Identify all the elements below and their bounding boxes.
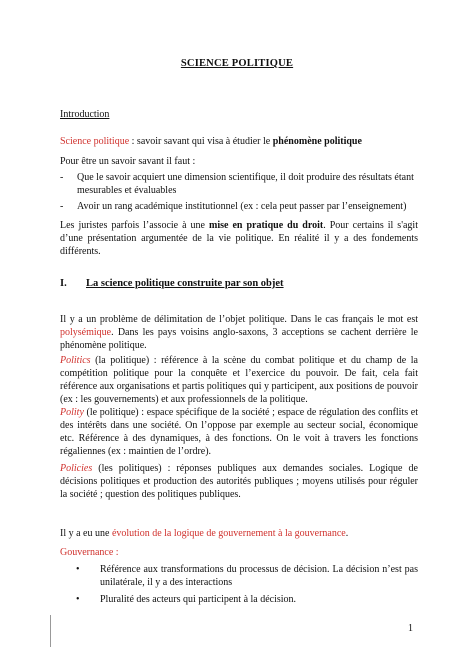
page-number: 1 xyxy=(408,623,413,634)
polity-text: (le politique) : espace spécifique de la société ; espace de régulation des conflits et des intérêts dans une société. On l’oppose par exemple au secteur social, économique etc. Référence à des dynamiques, à des fonctions. On le voit à travers les fonctions régaliennes (ex : maintien de l’ordre). xyxy=(60,407,418,457)
bullet-marker: • xyxy=(76,564,80,575)
jurists-paragraph xyxy=(60,219,418,258)
section-heading xyxy=(60,278,284,289)
requirements-intro: Pour être un savoir savant il faut : xyxy=(60,156,196,167)
term-science-politique: Science politique xyxy=(60,136,130,147)
definition-text: : savoir savant qui visa à étudier le xyxy=(129,136,273,147)
polity-paragraph xyxy=(60,406,418,458)
delimitation-text-before: Il y a un problème de délimitation de l’objet politique. Dans le cas français le mot est xyxy=(60,314,418,325)
term-politics: Politics xyxy=(60,355,91,366)
delimitation-paragraph xyxy=(60,313,418,352)
evolution-highlight: évolution de la logique de gouvernement à la gouvernance xyxy=(111,528,346,539)
definition-paragraph xyxy=(60,135,418,148)
policies-paragraph xyxy=(60,462,418,501)
jurists-bold: mise en pratique du droit xyxy=(209,220,324,231)
dash-marker: - xyxy=(60,201,64,212)
bullet-marker: • xyxy=(76,594,80,605)
polysemique-term: polysémique xyxy=(60,327,112,338)
evolution-text-after: . xyxy=(345,528,349,539)
policies-text: (les politiques) : réponses publiques aux demandes sociales. Logique de décisions politiques et production des autorités publiques ; moyens utilisés pour réguler la société ; question des politiques publiques. xyxy=(60,463,418,500)
definition-bold: phénomène politique xyxy=(272,136,362,147)
section-number: I. xyxy=(60,278,67,289)
gouvernance-label: Gouvernance : xyxy=(60,547,119,558)
bullet-item-text: Référence aux transformations du processus de décision. La décision n’est pas unilatérale, il y a des interactions xyxy=(100,564,418,588)
introduction-heading: Introduction xyxy=(60,109,110,120)
page-title: SCIENCE POLITIQUE xyxy=(180,58,294,69)
dash-item-text: Avoir un rang académique institutionnel (ex : cela peut passer par l’enseignement) xyxy=(77,201,407,212)
politics-text: (la politique) : référence à la scène du combat politique et du champ de la compétition politique pour la conquête et l’exercice du pouvoir. De fait, cela fait référence aux organisations et partis politiques qui y participent, aux positions de pouvoir (ex : les gouvernements) et aux professionnels de la politique. xyxy=(60,355,418,405)
evolution-text-before: Il y a eu une xyxy=(60,528,112,539)
bullet-item-text: Pluralité des acteurs qui participent à la décision. xyxy=(100,594,297,605)
dash-marker: - xyxy=(60,172,64,183)
politics-paragraph xyxy=(60,354,418,406)
margin-line xyxy=(50,615,51,647)
dash-item-text: Que le savoir acquiert une dimension scientifique, il doit produire des résultats étant mesurables et évaluables xyxy=(77,172,414,196)
jurists-text-after: . Pour certains il s'agit d’une présentation argumentée de la vie politique. En réalité il y a des fondements différents. xyxy=(60,220,418,257)
term-policies: Policies xyxy=(60,463,93,474)
section-title: La science politique construite par son objet xyxy=(86,278,284,289)
term-polity: Polity xyxy=(60,407,84,418)
delimitation-text-after: . Dans les pays voisins anglo-saxons, 3 acceptions se cachent derrière le phénomène politique. xyxy=(60,327,418,351)
evolution-paragraph xyxy=(60,527,418,540)
jurists-text-before: Les juristes parfois l’associe à une xyxy=(60,220,210,231)
